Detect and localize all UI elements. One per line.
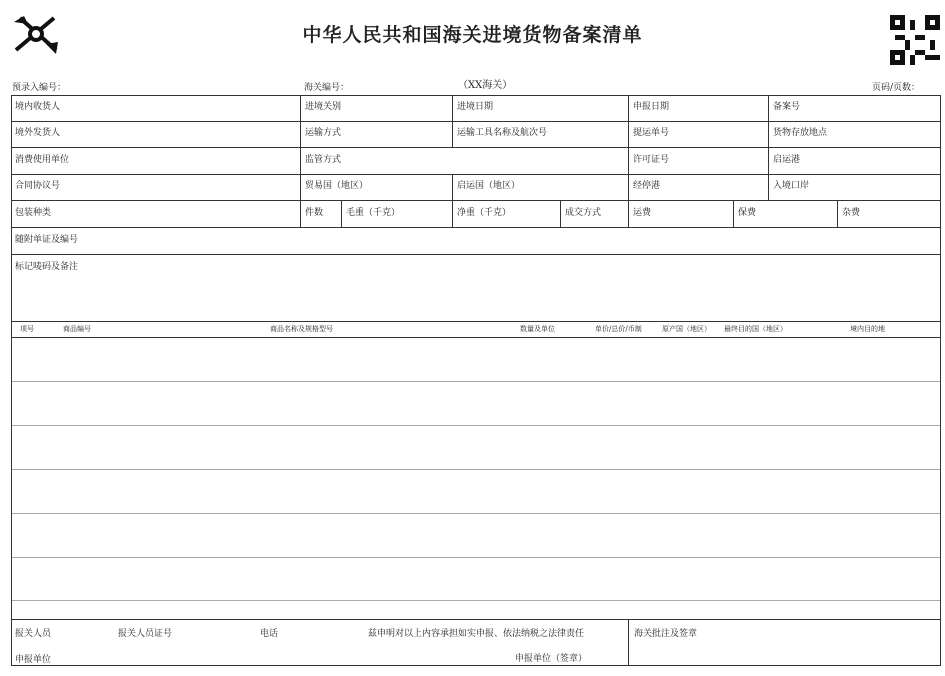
customs-approval-label: 海关批注及签章 (634, 629, 698, 639)
form-title: 中华人民共和国海关进境货物备案清单 (302, 24, 643, 46)
license-label: 许可证号 (633, 155, 670, 165)
supervision-label: 监管方式 (305, 155, 342, 165)
entry-date-label: 进境日期 (457, 102, 494, 112)
col-origin: 原产国（地区） (662, 325, 711, 333)
declarant-id-label: 报关人员证号 (118, 629, 173, 639)
gross-weight-label: 毛重（千克） (346, 208, 401, 218)
declare-date-label: 申报日期 (633, 102, 670, 112)
other-fee-label: 杂费 (842, 208, 861, 218)
col-quantity: 数量及单位 (520, 325, 555, 333)
col-item-no: 项号 (20, 325, 34, 333)
contract-label: 合同协议号 (15, 181, 61, 191)
record-no-label: 备案号 (773, 102, 801, 112)
freight-label: 运费 (633, 208, 652, 218)
entry-point-label: 入境口岸 (773, 181, 810, 191)
consignee-label: 境内收货人 (15, 102, 61, 112)
trade-country-label: 贸易国（地区） (305, 181, 369, 191)
pre-entry-no-label: 预录入编号： (12, 83, 67, 93)
consignor-label: 境外发货人 (15, 128, 61, 138)
phone-label: 电话 (260, 629, 279, 639)
storage-label: 货物存放地点 (773, 128, 828, 138)
transport-mode-label: 运输方式 (305, 128, 342, 138)
col-description: 商品名称及规格型号 (270, 325, 333, 333)
attached-docs-label: 随附单证及编号 (15, 235, 79, 245)
package-label: 包装种类 (15, 208, 52, 218)
consumer-label: 消费使用单位 (15, 155, 70, 165)
page-label: 页码/页数： (872, 83, 921, 93)
net-weight-label: 净重（千克） (457, 208, 512, 218)
declaring-unit-seal-label: 申报单位（签章） (515, 654, 588, 664)
col-price: 单价/总价/币制 (595, 325, 642, 333)
deal-mode-label: 成交方式 (565, 208, 602, 218)
col-destination-country: 最终目的国（地区） (724, 325, 787, 333)
declarant-label: 报关人员 (15, 629, 52, 639)
transit-port-label: 经停港 (633, 181, 661, 191)
marks-label: 标记唛码及备注 (15, 262, 79, 272)
departure-port-label: 启运港 (773, 155, 801, 165)
customs-name: （XX海关） (458, 80, 513, 91)
bill-no-label: 提运单号 (633, 128, 670, 138)
vessel-label: 运输工具名称及航次号 (457, 128, 548, 138)
entry-port-label: 进境关别 (305, 102, 342, 112)
declaring-unit-label: 申报单位 (15, 655, 52, 665)
statement-text: 兹申明对以上内容承担如实申报、依法纳税之法律责任 (368, 629, 585, 639)
qr-code-icon (890, 15, 940, 65)
pieces-label: 件数 (305, 208, 324, 218)
col-domestic-destination: 境内目的地 (850, 325, 885, 333)
departure-country-label: 启运国（地区） (457, 181, 521, 191)
col-hs-code: 商品编号 (63, 325, 91, 333)
insurance-label: 保费 (738, 208, 757, 218)
customs-no-label: 海关编号： (304, 83, 350, 93)
